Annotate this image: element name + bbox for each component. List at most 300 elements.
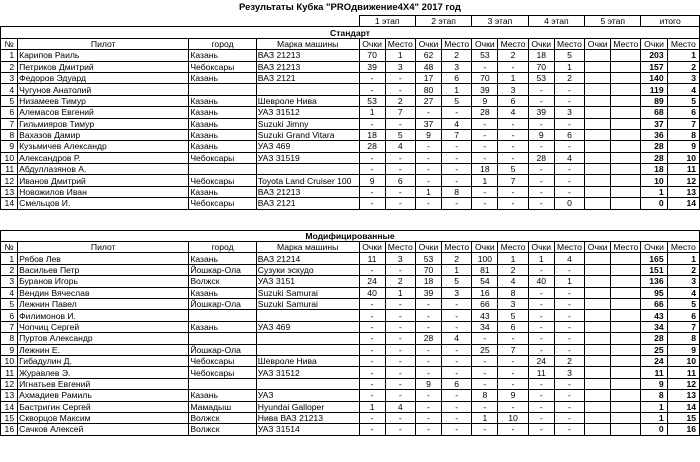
- table-row: [1, 198, 700, 209]
- col-place-header: Место: [385, 242, 415, 253]
- stage-place: 3: [498, 298, 528, 309]
- table-row: [1, 401, 700, 412]
- stage-place: -: [442, 141, 472, 152]
- table-row: [1, 412, 700, 423]
- stage-points: -: [472, 401, 498, 412]
- pilot-city: Йошкар-Ола: [189, 344, 256, 355]
- row-number: 8: [1, 129, 18, 140]
- row-number: 3: [1, 276, 18, 287]
- pilot-name: Игнатьев Евгений: [18, 378, 189, 389]
- stage-points: [585, 50, 611, 61]
- car-model: Сузуки эскудо: [256, 264, 359, 275]
- stage-points: -: [472, 152, 498, 163]
- row-number: 10: [1, 355, 18, 366]
- stage-place: [611, 276, 641, 287]
- total-place: 7: [667, 118, 699, 129]
- stage-place: 2: [442, 50, 472, 61]
- stage-points: 39: [528, 107, 554, 118]
- stage-place: -: [498, 198, 528, 209]
- stage-points: [585, 298, 611, 309]
- stage-points: 48: [415, 61, 441, 72]
- table-row: [1, 276, 700, 287]
- total-place: 12: [667, 175, 699, 186]
- stage-points: [585, 164, 611, 175]
- total-place: 9: [667, 344, 699, 355]
- stage-points: 1: [359, 401, 385, 412]
- col-place-header: Место: [611, 242, 641, 253]
- stage-place: 3: [554, 367, 584, 378]
- stage-place: 9: [498, 390, 528, 401]
- col-place-header: Место: [554, 242, 584, 253]
- stage-points: -: [359, 164, 385, 175]
- stage-place: [611, 378, 641, 389]
- table-row: [1, 390, 700, 401]
- row-number: 9: [1, 344, 18, 355]
- stage-place: -: [385, 84, 415, 95]
- total-points: 18: [641, 164, 667, 175]
- total-place: 13: [667, 390, 699, 401]
- stage-points: 40: [528, 276, 554, 287]
- row-number: 2: [1, 264, 18, 275]
- stage-place: -: [442, 390, 472, 401]
- total-points: 203: [641, 50, 667, 61]
- stage-place: 6: [442, 378, 472, 389]
- table-row: [1, 264, 700, 275]
- stage-points: -: [415, 321, 441, 332]
- stage-points: -: [528, 412, 554, 423]
- pilot-name: Скворцов Максим: [18, 412, 189, 423]
- stage-points: [585, 186, 611, 197]
- stage-place: -: [385, 310, 415, 321]
- pilot-city: Казань: [189, 321, 256, 332]
- stage-points: 39: [359, 61, 385, 72]
- car-model: УАЗ 469: [256, 321, 359, 332]
- stage-points: 18: [415, 276, 441, 287]
- stage-points: 1: [415, 186, 441, 197]
- row-number: 7: [1, 321, 18, 332]
- stage-header: 4 этап: [528, 16, 584, 27]
- stage-place: [611, 264, 641, 275]
- pilot-name: Вахазов Дамир: [18, 129, 189, 140]
- total-points: 95: [641, 287, 667, 298]
- stage-place: -: [442, 310, 472, 321]
- row-number: 11: [1, 367, 18, 378]
- table-row: [1, 186, 700, 197]
- total-points: 37: [641, 118, 667, 129]
- row-number: 12: [1, 378, 18, 389]
- stage-points: -: [528, 310, 554, 321]
- stage-place: -: [498, 129, 528, 140]
- stage-place: -: [554, 378, 584, 389]
- car-model: Suzuki Grand Vitara: [256, 129, 359, 140]
- stage-points: -: [472, 141, 498, 152]
- stage-points: [585, 118, 611, 129]
- pilot-name: Бастригин Сергей: [18, 401, 189, 412]
- stage-points: -: [472, 367, 498, 378]
- pilot-name: Лежнин Павел: [18, 298, 189, 309]
- stage-place: -: [554, 412, 584, 423]
- pilot-city: Казань: [189, 253, 256, 264]
- total-place: 1: [667, 253, 699, 264]
- col-car-header: Марка машины: [256, 242, 359, 253]
- stage-place: -: [498, 152, 528, 163]
- stage-points: -: [472, 61, 498, 72]
- stage-points: -: [359, 424, 385, 435]
- stage-points: -: [359, 333, 385, 344]
- total-place: 15: [667, 412, 699, 423]
- row-number: 16: [1, 424, 18, 435]
- stage-place: 2: [385, 95, 415, 106]
- pilot-city: [189, 84, 256, 95]
- table-row: [1, 287, 700, 298]
- stage-place: -: [554, 95, 584, 106]
- stage-place: -: [385, 264, 415, 275]
- col-points-header: Очки: [585, 242, 611, 253]
- car-model: Нива ВАЗ 21213: [256, 412, 359, 423]
- car-model: Hyundai Galloper: [256, 401, 359, 412]
- col-car-header: Марка машины: [256, 38, 359, 49]
- total-place: 6: [667, 107, 699, 118]
- col-points-header: Очки: [415, 242, 441, 253]
- table-row: [1, 367, 700, 378]
- stage-points: -: [415, 424, 441, 435]
- stage-points: -: [359, 390, 385, 401]
- stage-place: -: [442, 298, 472, 309]
- stage-place: [611, 152, 641, 163]
- pilot-city: Йошкар-Ола: [189, 264, 256, 275]
- total-points: 10: [641, 175, 667, 186]
- stage-points: 9: [472, 95, 498, 106]
- row-number: 15: [1, 412, 18, 423]
- stage-place: -: [554, 344, 584, 355]
- stage-place: 4: [442, 118, 472, 129]
- stage-points: 80: [415, 84, 441, 95]
- stage-place: [611, 367, 641, 378]
- col-points-header: Очки: [528, 242, 554, 253]
- blank-cell: [1, 16, 360, 27]
- stage-points: -: [528, 95, 554, 106]
- total-points: 157: [641, 61, 667, 72]
- stage-place: [611, 321, 641, 332]
- table-row: [1, 175, 700, 186]
- stage-points: -: [528, 401, 554, 412]
- stage-points: [585, 390, 611, 401]
- stage-place: [611, 141, 641, 152]
- gap-cell: [1, 209, 700, 224]
- stage-place: -: [442, 164, 472, 175]
- row-number: 12: [1, 175, 18, 186]
- pilot-name: Абдуллазянов А.: [18, 164, 189, 175]
- table-row: [1, 72, 700, 83]
- car-model: УАЗ: [256, 390, 359, 401]
- stage-place: 10: [498, 412, 528, 423]
- stage-place: 1: [442, 264, 472, 275]
- table-row: [1, 84, 700, 95]
- stage-place: -: [498, 141, 528, 152]
- stage-place: 1: [498, 253, 528, 264]
- pilot-city: Волжск: [189, 424, 256, 435]
- stage-points: 100: [472, 253, 498, 264]
- stage-place: 7: [442, 129, 472, 140]
- pilot-name: Сачков Алексей: [18, 424, 189, 435]
- stage-place: -: [442, 152, 472, 163]
- total-points: 1: [641, 401, 667, 412]
- stage-place: -: [498, 401, 528, 412]
- stage-points: -: [359, 344, 385, 355]
- stage-place: -: [498, 355, 528, 366]
- row-number: 3: [1, 72, 18, 83]
- stage-points: 1: [472, 412, 498, 423]
- total-place: 5: [667, 298, 699, 309]
- stage-place: 3: [554, 107, 584, 118]
- stage-place: -: [442, 107, 472, 118]
- total-points: 119: [641, 84, 667, 95]
- stage-place: -: [498, 118, 528, 129]
- stage-points: 1: [359, 107, 385, 118]
- stage-place: 6: [442, 72, 472, 83]
- pilot-city: Казань: [189, 72, 256, 83]
- car-model: [256, 84, 359, 95]
- stage-points: -: [359, 412, 385, 423]
- stage-place: -: [554, 298, 584, 309]
- car-model: ВАЗ 21214: [256, 253, 359, 264]
- pilot-name: Рябов Лев: [18, 253, 189, 264]
- stage-place: -: [385, 344, 415, 355]
- stage-place: [611, 186, 641, 197]
- stage-place: [611, 95, 641, 106]
- stage-points: -: [528, 298, 554, 309]
- row-number: 9: [1, 141, 18, 152]
- total-points: 0: [641, 424, 667, 435]
- stage-points: -: [528, 175, 554, 186]
- total-points: 36: [641, 129, 667, 140]
- stage-place: 4: [385, 401, 415, 412]
- col-points-header: Очки: [472, 242, 498, 253]
- stage-place: -: [385, 152, 415, 163]
- stage-points: -: [528, 424, 554, 435]
- pilot-city: Волжск: [189, 276, 256, 287]
- car-model: УАЗ 3151: [256, 276, 359, 287]
- table-row: [1, 378, 700, 389]
- row-number: 10: [1, 152, 18, 163]
- total-points: 28: [641, 141, 667, 152]
- total-points: 25: [641, 344, 667, 355]
- stage-points: 40: [359, 287, 385, 298]
- col-num-header: №: [1, 38, 18, 49]
- stage-place: 7: [498, 175, 528, 186]
- stage-place: [611, 253, 641, 264]
- stage-points: -: [528, 141, 554, 152]
- stage-place: -: [498, 424, 528, 435]
- stage-points: [585, 401, 611, 412]
- stage-points: 39: [472, 84, 498, 95]
- stage-points: 54: [472, 276, 498, 287]
- pilot-city: [189, 378, 256, 389]
- stage-points: -: [528, 118, 554, 129]
- stage-points: -: [415, 298, 441, 309]
- stage-place: [611, 344, 641, 355]
- stage-points: [585, 72, 611, 83]
- col-place-header: Место: [442, 38, 472, 49]
- stage-points: -: [528, 198, 554, 209]
- table-row: [1, 253, 700, 264]
- pilot-name: Кузьмичев Александр: [18, 141, 189, 152]
- car-model: Suzuki Samurai: [256, 287, 359, 298]
- total-place: 6: [667, 310, 699, 321]
- stage-place: -: [385, 390, 415, 401]
- total-place: 7: [667, 321, 699, 332]
- stage-place: -: [498, 333, 528, 344]
- car-model: ВАЗ 21213: [256, 50, 359, 61]
- pilot-name: Иванов Дмитрий: [18, 175, 189, 186]
- stage-points: -: [528, 333, 554, 344]
- stage-points: 25: [472, 344, 498, 355]
- stage-points: 70: [528, 61, 554, 72]
- stage-points: [585, 355, 611, 366]
- pilot-city: Казань: [189, 95, 256, 106]
- car-model: УАЗ 31519: [256, 152, 359, 163]
- table-row: [1, 129, 700, 140]
- stage-points: -: [359, 264, 385, 275]
- stage-place: -: [442, 401, 472, 412]
- stage-place: 3: [498, 84, 528, 95]
- pilot-name: Чопчиц Сергей: [18, 321, 189, 332]
- stage-place: -: [498, 367, 528, 378]
- stage-place: [611, 129, 641, 140]
- pilot-name: Гибадулин Д.: [18, 355, 189, 366]
- stage-place: -: [385, 333, 415, 344]
- stage-points: -: [415, 175, 441, 186]
- stage-points: 18: [528, 50, 554, 61]
- car-model: УАЗ 31512: [256, 107, 359, 118]
- pilot-name: Чугунов Анатолий: [18, 84, 189, 95]
- row-number: 13: [1, 186, 18, 197]
- stage-place: [611, 401, 641, 412]
- stage-points: -: [528, 344, 554, 355]
- pilot-name: Смельцов И.: [18, 198, 189, 209]
- stage-points: [585, 152, 611, 163]
- stage-points: [585, 424, 611, 435]
- car-model: [256, 164, 359, 175]
- stage-points: [585, 107, 611, 118]
- stage-place: 2: [554, 72, 584, 83]
- stage-place: -: [498, 378, 528, 389]
- total-points: 9: [641, 378, 667, 389]
- pilot-city: [189, 164, 256, 175]
- stage-place: 5: [442, 95, 472, 106]
- stage-points: 27: [415, 95, 441, 106]
- stage-points: -: [472, 355, 498, 366]
- stage-place: [611, 355, 641, 366]
- pilot-city: Казань: [189, 390, 256, 401]
- stage-place: -: [442, 344, 472, 355]
- total-points: 43: [641, 310, 667, 321]
- stage-place: -: [554, 84, 584, 95]
- stage-points: 24: [359, 276, 385, 287]
- stage-points: [585, 276, 611, 287]
- stage-place: [611, 424, 641, 435]
- stage-points: -: [359, 186, 385, 197]
- row-number: 2: [1, 61, 18, 72]
- car-model: Suzuki Jimny: [256, 118, 359, 129]
- car-model: Шевроле Нива: [256, 355, 359, 366]
- total-points: 8: [641, 390, 667, 401]
- row-number: 14: [1, 198, 18, 209]
- car-model: Шевроле Нива: [256, 95, 359, 106]
- car-model: ВАЗ 21213: [256, 61, 359, 72]
- stage-points: -: [472, 198, 498, 209]
- table-row: [1, 152, 700, 163]
- col-points-header: Очки: [641, 38, 667, 49]
- stage-points: 9: [415, 378, 441, 389]
- stage-header: 2 этап: [415, 16, 471, 27]
- stage-points: 9: [359, 175, 385, 186]
- stage-points: -: [472, 333, 498, 344]
- stage-place: -: [385, 378, 415, 389]
- pilot-city: Казань: [189, 141, 256, 152]
- pilot-name: Лежнин Е.: [18, 344, 189, 355]
- section-title-row: [1, 230, 700, 241]
- col-points-header: Очки: [528, 38, 554, 49]
- col-points-header: Очки: [472, 38, 498, 49]
- stage-points: -: [528, 287, 554, 298]
- stage-place: [611, 333, 641, 344]
- stage-points: -: [528, 84, 554, 95]
- stage-place: -: [442, 412, 472, 423]
- pilot-name: Васильев Петр: [18, 264, 189, 275]
- table-row: [1, 310, 700, 321]
- stage-points: -: [359, 198, 385, 209]
- pilot-name: Алемасов Евгений: [18, 107, 189, 118]
- stage-points: [585, 198, 611, 209]
- pilot-city: Чебоксары: [189, 175, 256, 186]
- total-points: 11: [641, 367, 667, 378]
- col-points-header: Очки: [585, 38, 611, 49]
- stage-points: [585, 378, 611, 389]
- stage-points: -: [359, 152, 385, 163]
- stage-points: -: [415, 355, 441, 366]
- table-row: [1, 424, 700, 435]
- total-points: 34: [641, 321, 667, 332]
- total-points: 1: [641, 412, 667, 423]
- col-place-header: Место: [498, 38, 528, 49]
- row-number: 4: [1, 84, 18, 95]
- total-place: 13: [667, 186, 699, 197]
- stage-place: -: [554, 333, 584, 344]
- stage-place: [611, 298, 641, 309]
- stage-points: 66: [472, 298, 498, 309]
- table-row: [1, 107, 700, 118]
- col-place-header: Место: [667, 242, 699, 253]
- col-place-header: Место: [442, 242, 472, 253]
- pilot-city: Йошкар-Ола: [189, 298, 256, 309]
- sheet-title: Результаты Кубка "PROдвижение4X4" 2017 год: [239, 2, 461, 13]
- pilot-name: Филимонов И.: [18, 310, 189, 321]
- stage-points: 8: [472, 390, 498, 401]
- stage-place: -: [554, 390, 584, 401]
- row-number: 11: [1, 164, 18, 175]
- table-row: [1, 141, 700, 152]
- stage-points: -: [359, 378, 385, 389]
- stage-header-row: [1, 16, 700, 27]
- row-number: 1: [1, 253, 18, 264]
- stage-points: -: [472, 424, 498, 435]
- stage-place: 4: [442, 333, 472, 344]
- stage-place: -: [554, 287, 584, 298]
- stage-points: -: [472, 186, 498, 197]
- stage-points: -: [528, 264, 554, 275]
- table-row: [1, 333, 700, 344]
